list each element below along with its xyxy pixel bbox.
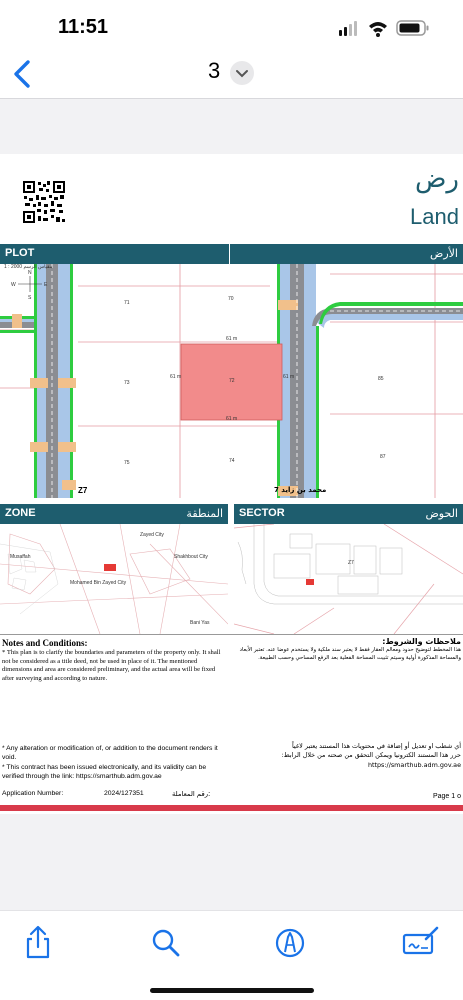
zone-marker (104, 564, 116, 571)
application-label: Application Number: (2, 790, 64, 797)
application-label-ar: رقم المعاملة: (172, 790, 211, 798)
plot-label-en: PLOT (5, 247, 35, 259)
status-icons (333, 18, 433, 38)
status-bar (0, 0, 463, 50)
zone-label-ar: المنطقة (186, 507, 223, 520)
battery-icon (397, 21, 429, 35)
document-title-ar: رض (415, 164, 459, 194)
home-indicator (150, 988, 314, 993)
sector-map (234, 524, 463, 634)
status-time: 11:51 (58, 16, 109, 38)
zone-place-label: Mohamed Bin Zayed City (70, 580, 127, 586)
markup-icon[interactable] (272, 925, 308, 961)
zone-place-label: Bani Yas (190, 620, 210, 626)
sector-marker (306, 579, 314, 585)
back-chevron-icon[interactable] (8, 56, 38, 92)
footer-en (2, 744, 222, 782)
notes-text-en: * This plan is to clarify the boundaries and parameters of the property only. It shall not be considered as a title deed, not be used in place of it. The mentioned dimensions and area are considered preliminary, and the actual area will be fixed after surveying and according to nature. (2, 649, 221, 682)
plot-header (0, 244, 463, 264)
svg-text:S: S (28, 295, 32, 301)
scale-label: 1 : 2000 مقياس الرسم (4, 264, 53, 270)
zone-place-label: Shakhbout City (174, 554, 208, 560)
parcel-label: 71 (124, 300, 130, 306)
zone-map-drawing (0, 524, 228, 634)
plot-label-ar: الأرض (430, 247, 458, 260)
sign-icon[interactable] (402, 925, 440, 961)
footer-alteration-ar: أي شطب او تعديل أو إضافة في محتويات هذا المستند يعتبر لاغياً (291, 742, 461, 750)
footer-red-rule (0, 805, 463, 811)
dimension-label: 61 m (283, 374, 295, 380)
dimension-label: 61 m (170, 374, 182, 380)
footer-electronic-en: * This contract has been issued electronically, and its validity can be verified through the link: https://smarthub.adm.gov.ae (2, 763, 207, 781)
plot-header-divider (229, 244, 230, 264)
page-number[interactable]: 3 (208, 58, 221, 83)
maps-bottom-rule (0, 634, 463, 635)
dimension-label: 61 m (226, 336, 238, 342)
parcel-label: 73 (124, 380, 130, 386)
qr-code (22, 180, 66, 224)
application-number: 2024/127351 (104, 790, 144, 797)
page-dropdown-chevron-icon[interactable] (230, 61, 254, 85)
page-footer: Page 1 o (432, 793, 461, 800)
parcel-label: 85 (378, 376, 384, 382)
sector-id-label: Z7 (348, 560, 354, 566)
zone-place-label: Musaffah (10, 554, 31, 560)
footer-electronic-ar: حرر هذا المستند الكترونيا ويمكن التحقق من صحته من خلال الرابط: (281, 751, 461, 760)
zone-place-label: Zayed City (140, 532, 164, 538)
sector-map-drawing (234, 524, 463, 634)
footer-link-ar: https://smarthub.adm.gov.ae (367, 760, 461, 769)
sector-label-ar: الحوض (425, 507, 458, 520)
footer-alteration-en: * Any alteration or modification of, or addition to the document renders it void. (2, 745, 218, 762)
parcel-label: 70 (228, 296, 234, 302)
nav-bar (0, 50, 463, 96)
zone-header (0, 504, 228, 524)
street-label-right: محمد بن زايد 7 (274, 486, 327, 494)
dimension-label: 61 m (226, 416, 238, 422)
notes-text-ar: هذا المخطط لتوضيح حدود ومعالم العقار فقط لا يعتبر سند ملكية ولا يستخدم عوضا عنه. تعتبر الأبعاد والمساحة المذكورة أولية وسيتم تثبيت المساحة الفعلية بعد الرفع المساحي وحسب الطبيعة. (239, 647, 461, 661)
svg-text:E: E (44, 282, 48, 288)
document-page[interactable] (0, 154, 463, 814)
share-icon[interactable] (20, 925, 56, 961)
parcel-label: 74 (229, 458, 235, 464)
document-gutter-top (0, 98, 463, 154)
sector-header (234, 504, 463, 524)
zone-map (0, 524, 228, 634)
street-label-left: Z7 (78, 486, 88, 495)
signal-icon (339, 21, 357, 36)
notes-title-en: Notes and Conditions: (2, 638, 88, 648)
svg-text:N: N (28, 270, 32, 276)
footer-ar (261, 742, 461, 770)
sector-label-en: SECTOR (239, 507, 285, 519)
wifi-icon (369, 22, 387, 37)
document-title-en: Land (410, 204, 459, 229)
zone-label-en: ZONE (5, 507, 36, 519)
search-icon[interactable] (148, 925, 184, 961)
parcel-label: 72 (229, 378, 235, 384)
notes-title-ar: ملاحظات والشروط: (382, 637, 461, 646)
parcel-label: 87 (380, 454, 386, 460)
document-gutter-bottom (0, 814, 463, 910)
svg-text:W: W (11, 282, 16, 288)
bottom-toolbar (0, 910, 463, 980)
plot-map (0, 264, 463, 498)
parcel-label: 75 (124, 460, 130, 466)
